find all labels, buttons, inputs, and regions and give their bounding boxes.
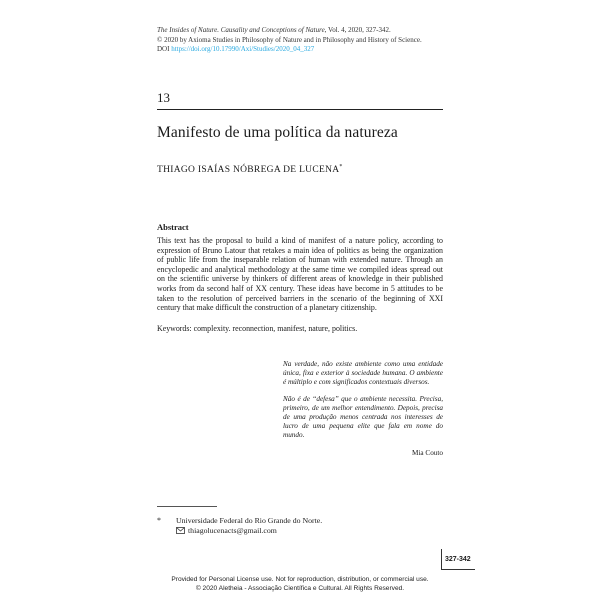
epigraph-author: Mia Couto xyxy=(412,449,443,457)
journal-header xyxy=(157,26,487,55)
journal-citation: , Vol. 4, 2020, 327-342. xyxy=(324,26,391,34)
doi-link[interactable]: https://doi.org/10.17990/Axi/Studies/2020_04_327 xyxy=(171,45,315,53)
license-footer xyxy=(0,576,600,593)
chapter-number: 13 xyxy=(157,90,170,105)
author-line xyxy=(157,164,343,175)
footnote-email-row xyxy=(176,526,277,535)
copyright-line: © 2020 by Axioma Studies in Philosophy of Nature and in Philosophy and History of Science. xyxy=(157,35,422,44)
chapter-divider xyxy=(157,109,443,110)
page-range-marker-vertical xyxy=(441,549,442,569)
footnote-mark: * xyxy=(157,516,161,525)
footnote-affiliation: Universidade Federal do Rio Grande do Norte. xyxy=(176,516,323,525)
envelope-icon xyxy=(176,527,185,534)
footnote-divider xyxy=(157,506,217,507)
epigraph-paragraph-2: Não é de “defesa” que o ambiente necessita. Precisa, primeiro, de um melhor entendimento. Depois, precisa de uma produção menos centrada nos interesses de lucro de uma pequena elite que fala em nome do mundo. xyxy=(283,394,443,440)
epigraph-paragraph-1: Na verdade, não existe ambiente como uma entidade única, fixa e exterior à sociedade humana. O ambiente é múltiplo e com significados contextuais diversos. xyxy=(283,360,443,387)
license-line-1: Provided for Personal License use. Not for reproduction, distribution, or commercial use. xyxy=(171,576,429,583)
journal-title: The Insides of Nature. Causality and Conceptions of Nature xyxy=(157,26,325,34)
author-name: THIAGO ISAÍAS NÓBREGA DE LUCENA xyxy=(157,165,340,176)
keywords-line: Keywords: complexity. reconnection, manifest, nature, politics. xyxy=(157,324,358,333)
article-title: Manifesto de uma política da natureza xyxy=(157,124,398,141)
author-email[interactable]: thiagolucenacts@gmail.com xyxy=(188,526,277,535)
page-range-marker-horizontal xyxy=(441,569,475,570)
author-footnote-mark[interactable]: * xyxy=(339,164,343,170)
abstract-body: This text has the proposal to build a kind of manifest of a nature policy, according to expression of Bruno Latour that retakes a main idea of politics as being the organization of public life from the inseparable relation of human with extended nature. Through an encyclopedic and analytical methodology at the same time we compiled ideas spread out on the scientific universe by thinkers of different areas of knowledge in their published works from da second half of XX century. These ideas have become in 5 attitudes to be taken to the resolution of perceived barriers in the scenario of the beginning of XXI century that make difficult the construction of a planetary citizenship. xyxy=(157,236,443,313)
epigraph xyxy=(283,360,443,448)
license-line-2: © 2020 Aletheia - Associação Científica e Cultural. All Rights Reserved. xyxy=(195,584,405,592)
page-range: 327-342 xyxy=(445,556,471,563)
abstract-heading: Abstract xyxy=(157,222,189,232)
doi-label: DOI xyxy=(157,45,170,53)
